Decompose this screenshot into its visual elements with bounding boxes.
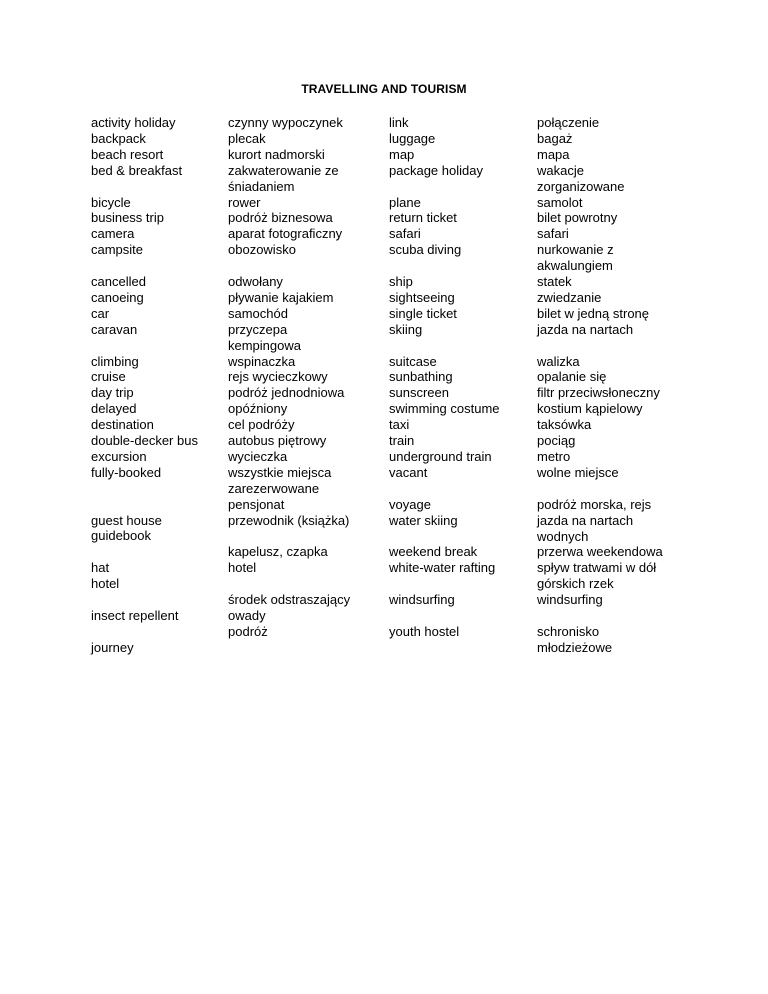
vocab-line: mapa [537,146,570,162]
vocab-line: bed & breakfast [91,162,183,178]
vocab-line: cel podróży [228,417,295,433]
vocab-line: plecak [228,130,266,146]
vocab-line: fully-booked [91,464,162,480]
vocab-line: double-decker bus [91,433,198,449]
vocab-line: ship [389,274,413,290]
blank-line [389,338,517,354]
vocab-line: guidebook [91,528,151,544]
vocab-line: zorganizowane [537,178,625,194]
vocab-line: jazda na nartach [537,321,634,337]
vocab-line: sightseeing [389,289,455,305]
vocab-line: excursion [91,448,147,464]
vocab-line: opalanie się [537,369,607,385]
vocab-line: samolot [537,194,583,210]
vocab-line: bagaż [537,130,573,146]
vocab-line: pływanie kajakiem [228,289,334,305]
vocab-line: skiing [389,321,423,337]
vocab-line: odwołany [228,274,283,290]
vocab-line: car [91,305,110,321]
vocab-line: zakwaterowanie ze [228,162,339,178]
vocab-line: beach resort [91,146,164,162]
vocab-line: wycieczka [228,449,288,465]
vocab-line: destination [91,417,154,433]
vocab-line: owady [228,608,266,624]
vocab-line: campsite [91,242,144,258]
blank-line [91,179,209,195]
vocab-line: wakacje [537,162,584,178]
blank-line [389,576,517,592]
vocab-line: zarezerwowane [228,480,320,496]
polish-column-right [537,115,677,656]
page-title: TRAVELLING AND TOURISM [301,82,467,96]
vocab-line: pociąg [537,433,576,449]
vocab-line: połączenie [537,115,600,130]
vocab-line: przerwa weekendowa [537,544,663,560]
blank-line [537,338,677,354]
vocab-line: zwiedzanie [537,289,602,305]
vocab-line: hat [91,560,110,576]
blank-line [537,481,677,497]
vocab-line: youth hostel [389,623,460,639]
vocab-line: statek [537,274,572,290]
blank-line [228,258,370,274]
vocab-line: hotel [228,560,257,576]
blank-line [389,481,517,497]
vocab-line: water skiing [389,512,458,528]
vocab-line: bilet powrotny [537,210,618,226]
vocab-line: nurkowanie z [537,242,614,258]
vocab-line: samochód [228,305,288,321]
blank-line [389,529,517,545]
vocab-line: wolne miejsce [537,464,619,480]
vocab-line: safari [537,226,569,242]
vocab-line: środek odstraszający [228,592,351,608]
vocab-line: underground train [389,448,492,464]
vocab-line: kapelusz, czapka [228,544,328,560]
vocab-line: train [389,433,415,449]
vocab-line: bilet w jedną stronę [537,305,650,321]
vocab-line: day trip [91,385,134,401]
english-column-right [389,115,517,640]
vocab-line: canoeing [91,289,144,305]
vocab-line: vacant [389,464,428,480]
vocab-line: swimming costume [389,401,500,417]
vocab-line: activity holiday [91,115,176,130]
vocab-line: metro [537,449,571,465]
vocab-line: voyage [389,496,431,512]
vocab-line: windsurfing [537,592,603,608]
vocab-line: schronisko [537,623,600,639]
vocab-line: climbing [91,353,139,369]
vocab-line: backpack [91,130,146,146]
vocab-line: wodnych [537,528,589,544]
vocab-line: bicycle [91,194,131,210]
vocab-line: autobus piętrowy [228,433,327,449]
vocab-line: walizka [537,353,580,369]
vocab-line: podróż [228,623,268,639]
vocab-line: podróż biznesowa [228,210,333,226]
blank-line [91,497,209,513]
blank-line [91,338,209,354]
blank-line [91,481,209,497]
vocab-line: podróż jednodniowa [228,385,345,401]
vocab-line: suitcase [389,353,437,369]
vocab-line: windsurfing [389,592,455,608]
vocab-line: guest house [91,512,162,528]
blank-line [228,529,370,545]
vocab-line: insect repellent [91,607,179,623]
vocab-line: młodzieżowe [537,639,613,655]
vocab-line: jazda na nartach [537,512,634,528]
vocab-line: przyczepa [228,321,288,337]
blank-line [389,608,517,624]
vocab-line: cancelled [91,274,146,290]
vocab-line: aparat fotograficzny [228,226,343,242]
vocab-line: cruise [91,369,126,385]
vocab-line: filtr przeciwsłoneczny [537,385,660,401]
vocab-line: rejs wycieczkowy [228,369,328,385]
vocab-line: white-water rafting [389,560,496,576]
vocab-line: plane [389,194,421,210]
vocab-line: package holiday [389,162,483,178]
vocab-line: weekend break [389,544,478,560]
vocab-line: scuba diving [389,242,462,258]
vocab-line: link [389,115,409,130]
vocab-line: taxi [389,417,410,433]
vocab-line: sunbathing [389,369,453,385]
vocab-line: caravan [91,321,138,337]
vocab-line: przewodnik (książka) [228,512,350,528]
vocab-line: safari [389,226,421,242]
vocab-line: single ticket [389,305,457,321]
vocab-line: rower [228,194,261,210]
blank-line [91,624,209,640]
vocab-line: wspinaczka [228,353,296,369]
vocab-line: map [389,146,415,162]
vocab-line: kostium kąpielowy [537,401,643,417]
vocab-line: podróż morska, rejs [537,496,652,512]
blank-line [537,608,677,624]
vocab-line: pensjonat [228,496,285,512]
vocab-line: sunscreen [389,385,449,401]
vocab-line: akwalungiem [537,258,613,274]
blank-line [389,258,517,274]
blank-line [389,179,517,195]
blank-line [228,576,370,592]
vocab-line: delayed [91,401,137,417]
vocab-line: wszystkie miejsca [228,464,332,480]
vocab-line: kurort nadmorski [228,146,325,162]
vocab-line: journey [91,639,134,655]
vocab-line: spływ tratwami w dół [537,560,657,576]
vocab-line: górskich rzek [537,576,614,592]
blank-line [91,544,209,560]
vocab-line: taksówka [537,417,592,433]
vocab-line: business trip [91,210,164,226]
polish-column-left [228,115,370,640]
vocab-line: camera [91,226,135,242]
vocab-line: opóźniony [228,401,288,417]
vocab-line: luggage [389,130,436,146]
blank-line [91,592,209,608]
vocab-line: hotel [91,576,120,592]
vocab-line: obozowisko [228,242,296,258]
vocab-line: kempingowa [228,337,301,353]
vocab-line: czynny wypoczynek [228,115,343,130]
vocab-line: śniadaniem [228,178,295,194]
blank-line [91,258,209,274]
english-column-left [91,115,209,656]
vocab-line: return ticket [389,210,457,226]
